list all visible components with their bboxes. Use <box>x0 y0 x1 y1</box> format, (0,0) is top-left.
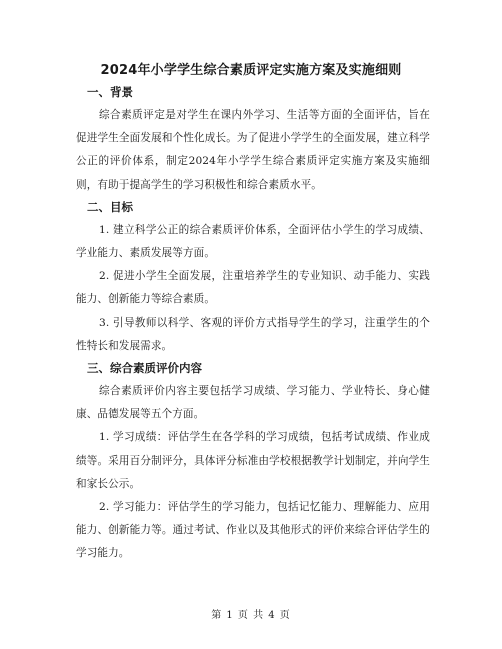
paragraph: 2. 学习能力：评估学生的学习能力，包括记忆能力、理解能力、应用能力、创新能力等。通过考试、作业以及其他形式的评价来综合评估学生的学习能力。 <box>76 501 430 560</box>
document-title: 2024年小学学生综合素质评定实施方案及实施细则 <box>100 63 402 78</box>
paragraph: 1. 学习成绩：评估学生在各学科的学习成绩，包括考试成绩、作业成绩等。采用百分制评分，具体评分标准由学校根据教学计划制定，并向学生和家长公示。 <box>76 431 430 490</box>
paragraph: 综合素质评价内容主要包括学习成绩、学习能力、学业特长、身心健康、品德发展等五个方面。 <box>76 385 430 421</box>
page-number-footer: 第 1 页 共 4 页 <box>211 610 291 621</box>
paragraph: 3. 引导教师以科学、客观的评价方式指导学生的学习，注重学生的个性特长和发展需求。 <box>76 316 430 352</box>
section-heading-evaluation-content: 三、综合素质评价内容 <box>87 361 202 376</box>
paragraph: 2. 促进小学生全面发展，注重培养学生的专业知识、动手能力、实践能力、创新能力等综合素质。 <box>76 270 430 306</box>
document-body <box>76 82 430 566</box>
paragraph: 综合素质评定是对学生在课内外学习、生活等方面的全面评估，旨在促进学生全面发展和个性化成长。为了促进小学学生的全面发展，建立科学公正的评价体系，制定2024年小学学生综合素质评定实施方案及实施细则，有助于提高学生的学习积极性和综合素质水平。 <box>76 109 430 191</box>
section-heading-background: 一、背景 <box>87 85 133 99</box>
section-heading-goals: 二、目标 <box>87 199 133 214</box>
paragraph: 1. 建立科学公正的综合素质评价体系，全面评估小学生的学习成绩、学业能力、素质发展等方面。 <box>76 223 430 260</box>
